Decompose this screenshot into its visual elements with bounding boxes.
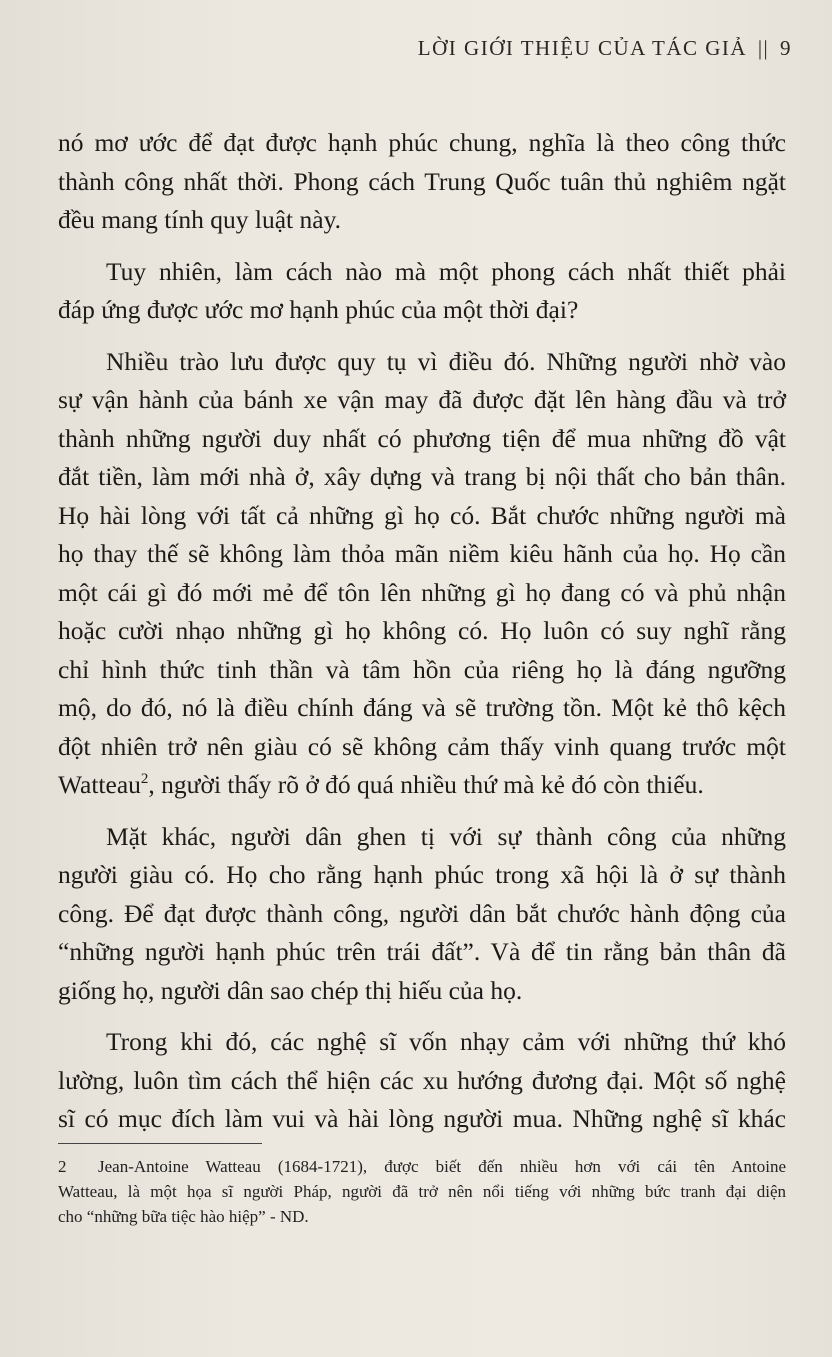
text-line: người giàu có. Họ cho rằng hạnh phúc trong xã hội là ở sự thành [58, 860, 786, 889]
text-line [58, 766, 786, 805]
text-line: Nhiều trào lưu được quy tụ vì điều đó. Những người nhờ vào [106, 346, 786, 376]
text-line: Mặt khác, người dân ghen tị với sự thành công của những [106, 821, 786, 851]
paragraph-3 [58, 343, 786, 805]
text-line: nó mơ ước để đạt được hạnh phúc chung, nghĩa là theo công thức [58, 128, 786, 157]
footnote-line [58, 1154, 786, 1179]
paragraph-2 [58, 253, 786, 330]
text-line: thành công nhất thời. Phong cách Trung Quốc tuân thủ nghiêm ngặt [58, 166, 786, 196]
text-line: “những người hạnh phúc trên trái đất”. Và để tin rằng bản thân đã [58, 937, 786, 966]
text-line: hoặc cười nhạo những gì họ không có. Họ luôn có suy nghĩ rằng [58, 616, 786, 645]
text-line: Tuy nhiên, làm cách nào mà một phong cách nhất thiết phải [106, 256, 786, 286]
footnote-divider [58, 1143, 262, 1144]
text-line: chỉ hình thức tinh thần và tâm hồn của riêng họ là đáng ngưỡng [58, 654, 786, 684]
chapter-title: LỜI GIỚI THIỆU CỦA TÁC GIẢ [417, 36, 748, 60]
text-line: mộ, do đó, nó là điều chính đáng và sẽ trường tồn. Một kẻ thô kệch [58, 693, 786, 722]
text-line: công. Để đạt được thành công, người dân bắt chước hành động của [58, 898, 786, 928]
text-line: Trong khi đó, các nghệ sĩ vốn nhạy cảm với những thứ khó [106, 1027, 786, 1056]
footnote-line: Watteau, là một họa sĩ người Pháp, người đã trở nên nổi tiếng với những bức tranh đại diện [58, 1182, 786, 1201]
paragraph-5 [58, 1023, 786, 1139]
text-line: họ thay thế sẽ không làm thỏa mãn niềm kiêu hãnh của họ. Họ cần [58, 539, 786, 568]
footnote [58, 1154, 786, 1229]
footnote-number: 2 [58, 1157, 67, 1176]
text-line: đáp ứng được ước mơ hạnh phúc của một thời đại? [58, 295, 579, 324]
text-line: đắt tiền, làm mới nhà ở, xây dựng và trang bị nội thất cho bản thân. [58, 462, 786, 491]
text-line: thành những người duy nhất có phương tiện để mua những đồ vật [58, 423, 786, 453]
text-line: lường, luôn tìm cách thể hiện các xu hướng đương đại. Một số nghệ [58, 1065, 786, 1095]
text-line: sĩ có mục đích làm vui và hài lòng người mua. Những nghệ sĩ khác [58, 1104, 786, 1133]
paragraph-1 [58, 124, 786, 240]
text-line: Họ hài lòng với tất cả những gì họ có. Bắt chước những người mà [58, 500, 786, 530]
page-number: 9 [780, 36, 792, 60]
footnote-line: cho “những bữa tiệc hào hiệp” - ND. [58, 1207, 309, 1226]
text-line: giống họ, người dân sao chép thị hiếu của họ. [58, 975, 523, 1005]
paragraph-4 [58, 818, 786, 1011]
text-line: một cái gì đó mới mẻ để tôn lên những gì họ đang có và phủ nhận [58, 577, 786, 607]
text-span: , người thấy rõ ở đó quá nhiều thứ mà kẻ đó còn thiếu. [148, 770, 704, 799]
footnote-text: Jean-Antoine Watteau (1684-1721), được biết đến nhiều hơn với cái tên Antoine [98, 1157, 786, 1176]
text-line: đều mang tính quy luật này. [58, 205, 342, 234]
artist-name: Watteau [58, 770, 141, 799]
running-header [418, 36, 792, 61]
text-line: đột nhiên trở nên giàu có sẽ không cảm thấy vinh quang trước một [58, 731, 786, 761]
header-separator: || [757, 36, 770, 60]
body-text [58, 124, 786, 1139]
text-line: sự vận hành của bánh xe vận may đã được đặt lên hàng đầu và trở [58, 385, 786, 414]
footnote-reference[interactable]: 2 [140, 771, 149, 787]
